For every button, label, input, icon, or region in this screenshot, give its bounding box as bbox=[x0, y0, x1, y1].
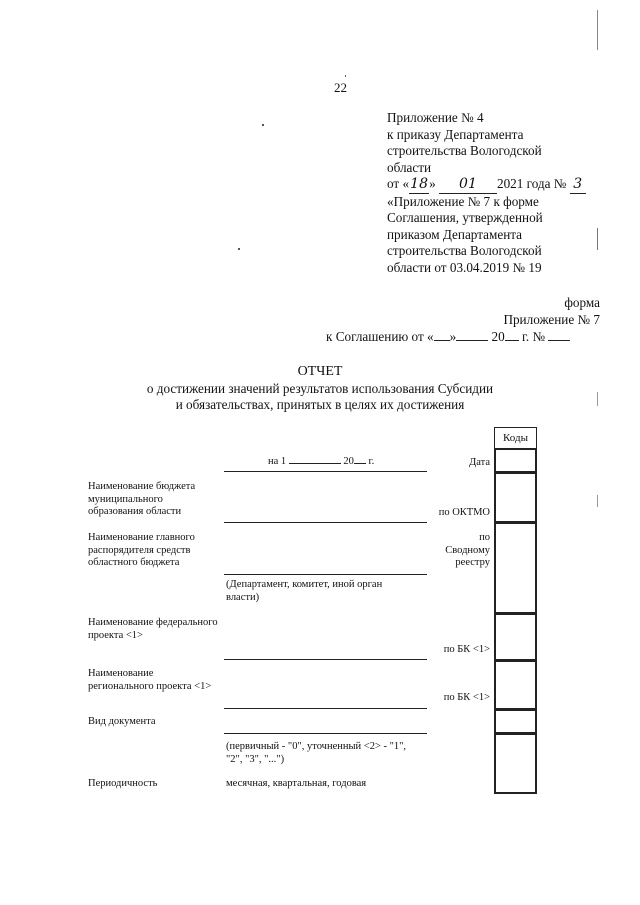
code-cell-bk-2 bbox=[494, 660, 537, 710]
date-row bbox=[268, 456, 374, 469]
scan-artifact-line bbox=[597, 495, 598, 507]
form-label: форма bbox=[564, 295, 600, 310]
agreement-mid: » bbox=[449, 329, 457, 344]
scan-artifact-line bbox=[597, 10, 598, 50]
main-manager-field-line bbox=[224, 574, 427, 575]
scan-speck bbox=[262, 124, 264, 126]
order-number-handwritten: 3 bbox=[570, 176, 586, 194]
appendix-line: «Приложение № 7 к форме bbox=[387, 193, 539, 209]
bk-label-1: по БК <1> bbox=[443, 644, 490, 655]
date-blank-year bbox=[354, 463, 366, 464]
codes-header: Коды bbox=[494, 427, 537, 449]
code-cell-doc-type bbox=[494, 709, 537, 734]
appendix-line: области bbox=[387, 159, 432, 175]
agreement-day-blank bbox=[434, 340, 450, 341]
report-subtitle-line: и обязательствах, принятых в целях их достижения bbox=[175, 397, 465, 412]
code-cell-periodicity bbox=[494, 733, 537, 794]
order-date-sep: » bbox=[429, 176, 436, 191]
date-blank-month bbox=[289, 463, 341, 464]
scan-speck bbox=[345, 75, 346, 77]
date-year: 20 bbox=[343, 456, 354, 467]
main-manager-label: Наименование главного распорядителя средств областного бюджета bbox=[88, 532, 195, 568]
consolidated-register-label: по Сводному реестру bbox=[445, 532, 490, 568]
order-year-text: 2021 года № bbox=[496, 176, 567, 191]
federal-project-field-line bbox=[224, 659, 427, 660]
agreement-year: 20 bbox=[491, 329, 505, 344]
agreement-year-blank bbox=[505, 340, 519, 341]
oktmo-label: по ОКТМО bbox=[438, 507, 490, 518]
scan-artifact-line bbox=[597, 228, 598, 250]
appendix-line: Приложение № 4 bbox=[387, 110, 484, 125]
code-cell-date bbox=[494, 448, 537, 473]
agreement-line bbox=[326, 329, 570, 345]
agreement-prefix: к Соглашению от « bbox=[326, 329, 434, 344]
periodicity-label: Периодичность bbox=[88, 778, 158, 789]
appendix-line: области от 03.04.2019 № 19 bbox=[387, 259, 542, 275]
code-cell-bk-1 bbox=[494, 613, 537, 661]
date-suffix: г. bbox=[368, 456, 375, 467]
date-underline bbox=[224, 471, 427, 472]
order-date-line bbox=[387, 176, 617, 194]
report-subtitle bbox=[100, 381, 540, 413]
budget-name-label: Наименование бюджета муниципального образования области bbox=[88, 481, 196, 517]
doc-type-field-line bbox=[224, 733, 427, 734]
appendix-line: приказом Департамента bbox=[387, 226, 523, 242]
federal-project-label: Наименование федерального проекта <1> bbox=[88, 617, 218, 641]
appendix-7-label: Приложение № 7 bbox=[503, 312, 600, 327]
report-title: ОТЧЕТ bbox=[297, 364, 343, 379]
appendix-line: к приказу Департамента bbox=[387, 126, 524, 142]
order-day-handwritten: 18 bbox=[410, 176, 428, 192]
agreement-suffix: г. № bbox=[522, 329, 546, 344]
code-cell-register bbox=[494, 522, 537, 614]
appendix-line: Соглашения, утвержденной bbox=[387, 210, 543, 225]
code-cell-oktmo bbox=[494, 472, 537, 523]
date-code-label: Дата bbox=[469, 457, 490, 468]
order-month-handwritten: 01 bbox=[439, 176, 497, 194]
appendix-line: строительства Вологодской bbox=[387, 243, 542, 258]
order-date-prefix: от « bbox=[387, 176, 410, 191]
scan-artifact-line bbox=[597, 392, 598, 406]
periodicity-value: месячная, квартальная, годовая bbox=[226, 778, 367, 789]
bk-label-2: по БК <1> bbox=[443, 692, 490, 703]
regional-project-field-line bbox=[224, 708, 427, 709]
appendix-line: строительства Вологодской bbox=[387, 143, 542, 158]
scan-speck bbox=[238, 248, 240, 250]
page-number: 22 bbox=[334, 80, 347, 95]
doc-type-label: Вид документа bbox=[88, 716, 156, 727]
agreement-number-blank bbox=[548, 340, 570, 341]
budget-name-field-line bbox=[224, 522, 427, 523]
report-subtitle-line: о достижении значений результатов использования Субсидии bbox=[146, 381, 494, 396]
doc-type-hint: (первичный - "0", уточненный <2> - "1", "2", "3", "...") bbox=[226, 741, 407, 765]
date-prefix: на 1 bbox=[268, 456, 287, 467]
main-manager-hint: (Департамент, комитет, иной орган власти) bbox=[226, 579, 383, 603]
regional-project-label: Наименование регионального проекта <1> bbox=[88, 668, 212, 692]
agreement-month-blank bbox=[456, 340, 488, 341]
appendix-header bbox=[387, 110, 617, 276]
